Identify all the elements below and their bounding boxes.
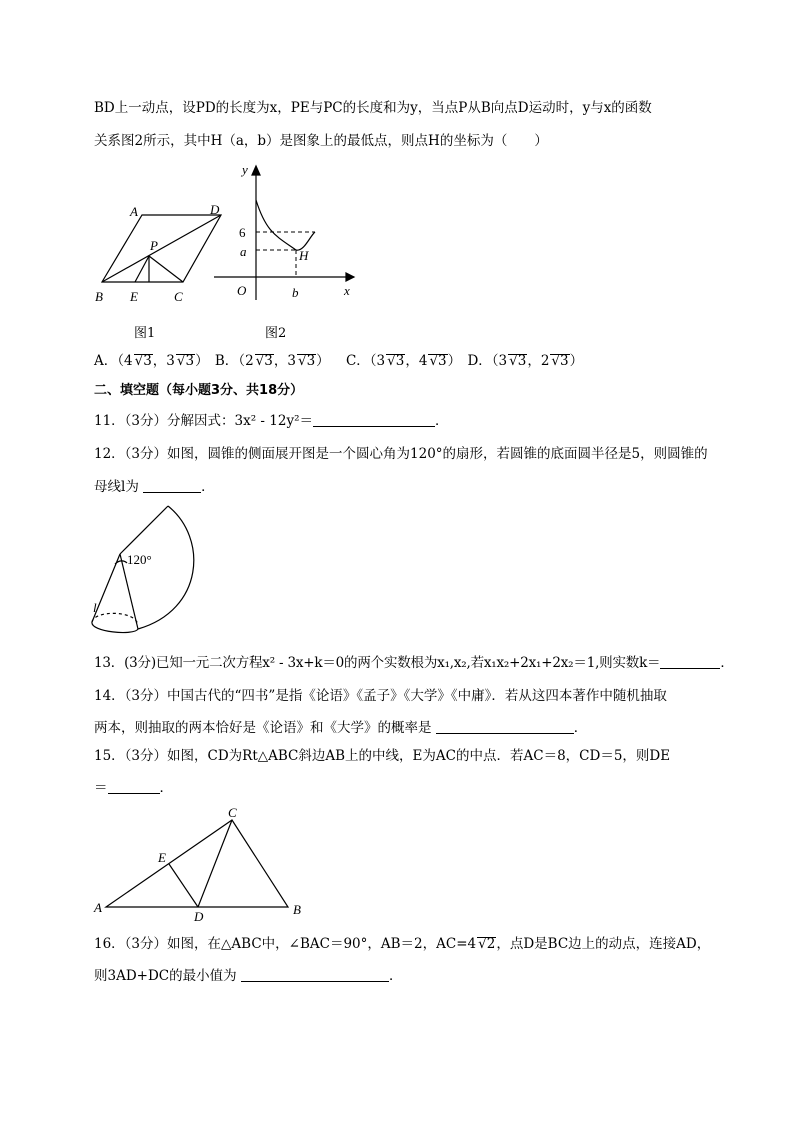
q15-answer-blank[interactable]	[108, 779, 160, 794]
figure-2-caption: 图2	[265, 326, 287, 341]
q11-answer-blank[interactable]	[313, 412, 435, 427]
sqrt-icon: √3	[429, 353, 447, 369]
tri-label-D: D	[194, 909, 204, 924]
q15-line2: ＝ ．	[94, 780, 173, 796]
fig2-label-H: H	[299, 248, 309, 263]
fig2-label-b: b	[292, 285, 299, 300]
sqrt-icon: √3	[509, 353, 527, 369]
sqrt-icon: √3	[297, 353, 316, 369]
figure-2-graph	[214, 162, 364, 302]
option-C[interactable]: C．（3 √3，4 √3）	[345, 353, 462, 369]
option-B[interactable]: B．（2 √3，3 √3）	[214, 353, 330, 369]
fig2-label-a: a	[240, 244, 247, 259]
fig1-label-D: D	[210, 202, 220, 217]
figure-triangle	[90, 800, 320, 925]
fig2-label-x: x	[344, 283, 350, 298]
q12-line1: 12．（3分）如图，圆锥的侧面展开图是一个圆心角为120°的扇形，若圆锥的底面圆半径是5，则圆锥的	[94, 446, 708, 462]
q14-line1: 14．（3分）中国古代的“四书”是指《论语》《孟子》《大学》《中庸》．若从这四本著作中随机抽取	[94, 688, 667, 704]
option-A[interactable]: A．（4 √3，3 √3）	[94, 353, 209, 369]
tri-label-E: E	[158, 850, 166, 865]
cone-label-l: l	[93, 600, 97, 615]
fig2-label-O: O	[237, 283, 247, 298]
fig1-label-C: C	[174, 289, 183, 304]
sqrt-icon: √3	[551, 353, 569, 369]
q13-answer-blank[interactable]	[660, 654, 720, 669]
tri-label-C: C	[228, 805, 237, 820]
q12-answer-blank[interactable]	[143, 478, 201, 493]
tri-label-B: B	[293, 902, 301, 917]
q14-answer-blank[interactable]	[436, 719, 574, 734]
q16-answer-blank[interactable]	[241, 967, 389, 982]
q12-line2: 母线l为 ．	[94, 479, 215, 495]
q11-text: 11．（3分）分解因式：3x² - 12y²＝	[94, 413, 313, 429]
q10-options	[94, 351, 583, 371]
sqrt-icon: √3	[387, 353, 405, 369]
fig1-label-A: A	[130, 204, 138, 219]
q16-line1: 16．（3分）如图，在△ABC中，∠BAC＝90°，AB＝2，AC=4 √2，点D是BC边上的动点，连接AD，	[94, 936, 711, 952]
fig2-label-six: 6	[239, 225, 246, 240]
fig2-label-y: y	[242, 162, 248, 177]
sqrt-icon: √3	[134, 353, 152, 369]
figure-cone	[86, 498, 206, 643]
cone-angle-label: 120°	[127, 552, 152, 567]
figure-1-caption: 图1	[134, 326, 156, 341]
section-heading: 二、填空题（每小题3分、共18分）	[94, 383, 304, 398]
fig1-label-E: E	[130, 289, 138, 304]
sqrt-icon: √2	[478, 936, 496, 952]
fig1-label-B: B	[95, 289, 103, 304]
q10-line2: 关系图2所示，其中H（a，b）是图象上的最低点，则点H的坐标为（ ）	[94, 133, 548, 149]
q13: 13．(3分)已知一元二次方程x² - 3x+k＝0的两个实数根为x₁,x₂,若x₁x₂+2x₁+2x₂＝1,则实数k＝ ．	[94, 655, 734, 671]
q10-line1: BD上一动点，设PD的长度为x，PE与PC的长度和为y，当点P从B向点D运动时，y与x的函数	[94, 100, 652, 116]
q14-line2: 两本，则抽取的两本恰好是《论语》和《大学》的概率是 ．	[94, 720, 588, 736]
sqrt-icon: √3	[255, 353, 273, 369]
q13-text: 13．(3分)已知一元二次方程x² - 3x+k＝0的两个实数根为x₁,x₂,若x₁x₂+2x₁+2x₂＝1,则实数k＝	[94, 655, 661, 671]
option-D[interactable]: D．（3 √3，2 √3）	[467, 353, 584, 369]
q15-line1: 15．（3分）如图，CD为Rt△ABC斜边AB上的中线，E为AC的中点．若AC＝8，CD＝5，则DE	[94, 748, 671, 764]
q11: 11．（3分）分解因式：3x² - 12y²＝ ．	[94, 413, 449, 429]
q16-line2: 则3AD+DC的最小值为 ．	[94, 968, 403, 984]
tri-label-A: A	[94, 900, 102, 915]
fig1-label-P: P	[150, 238, 158, 253]
sqrt-icon: √3	[176, 353, 195, 369]
